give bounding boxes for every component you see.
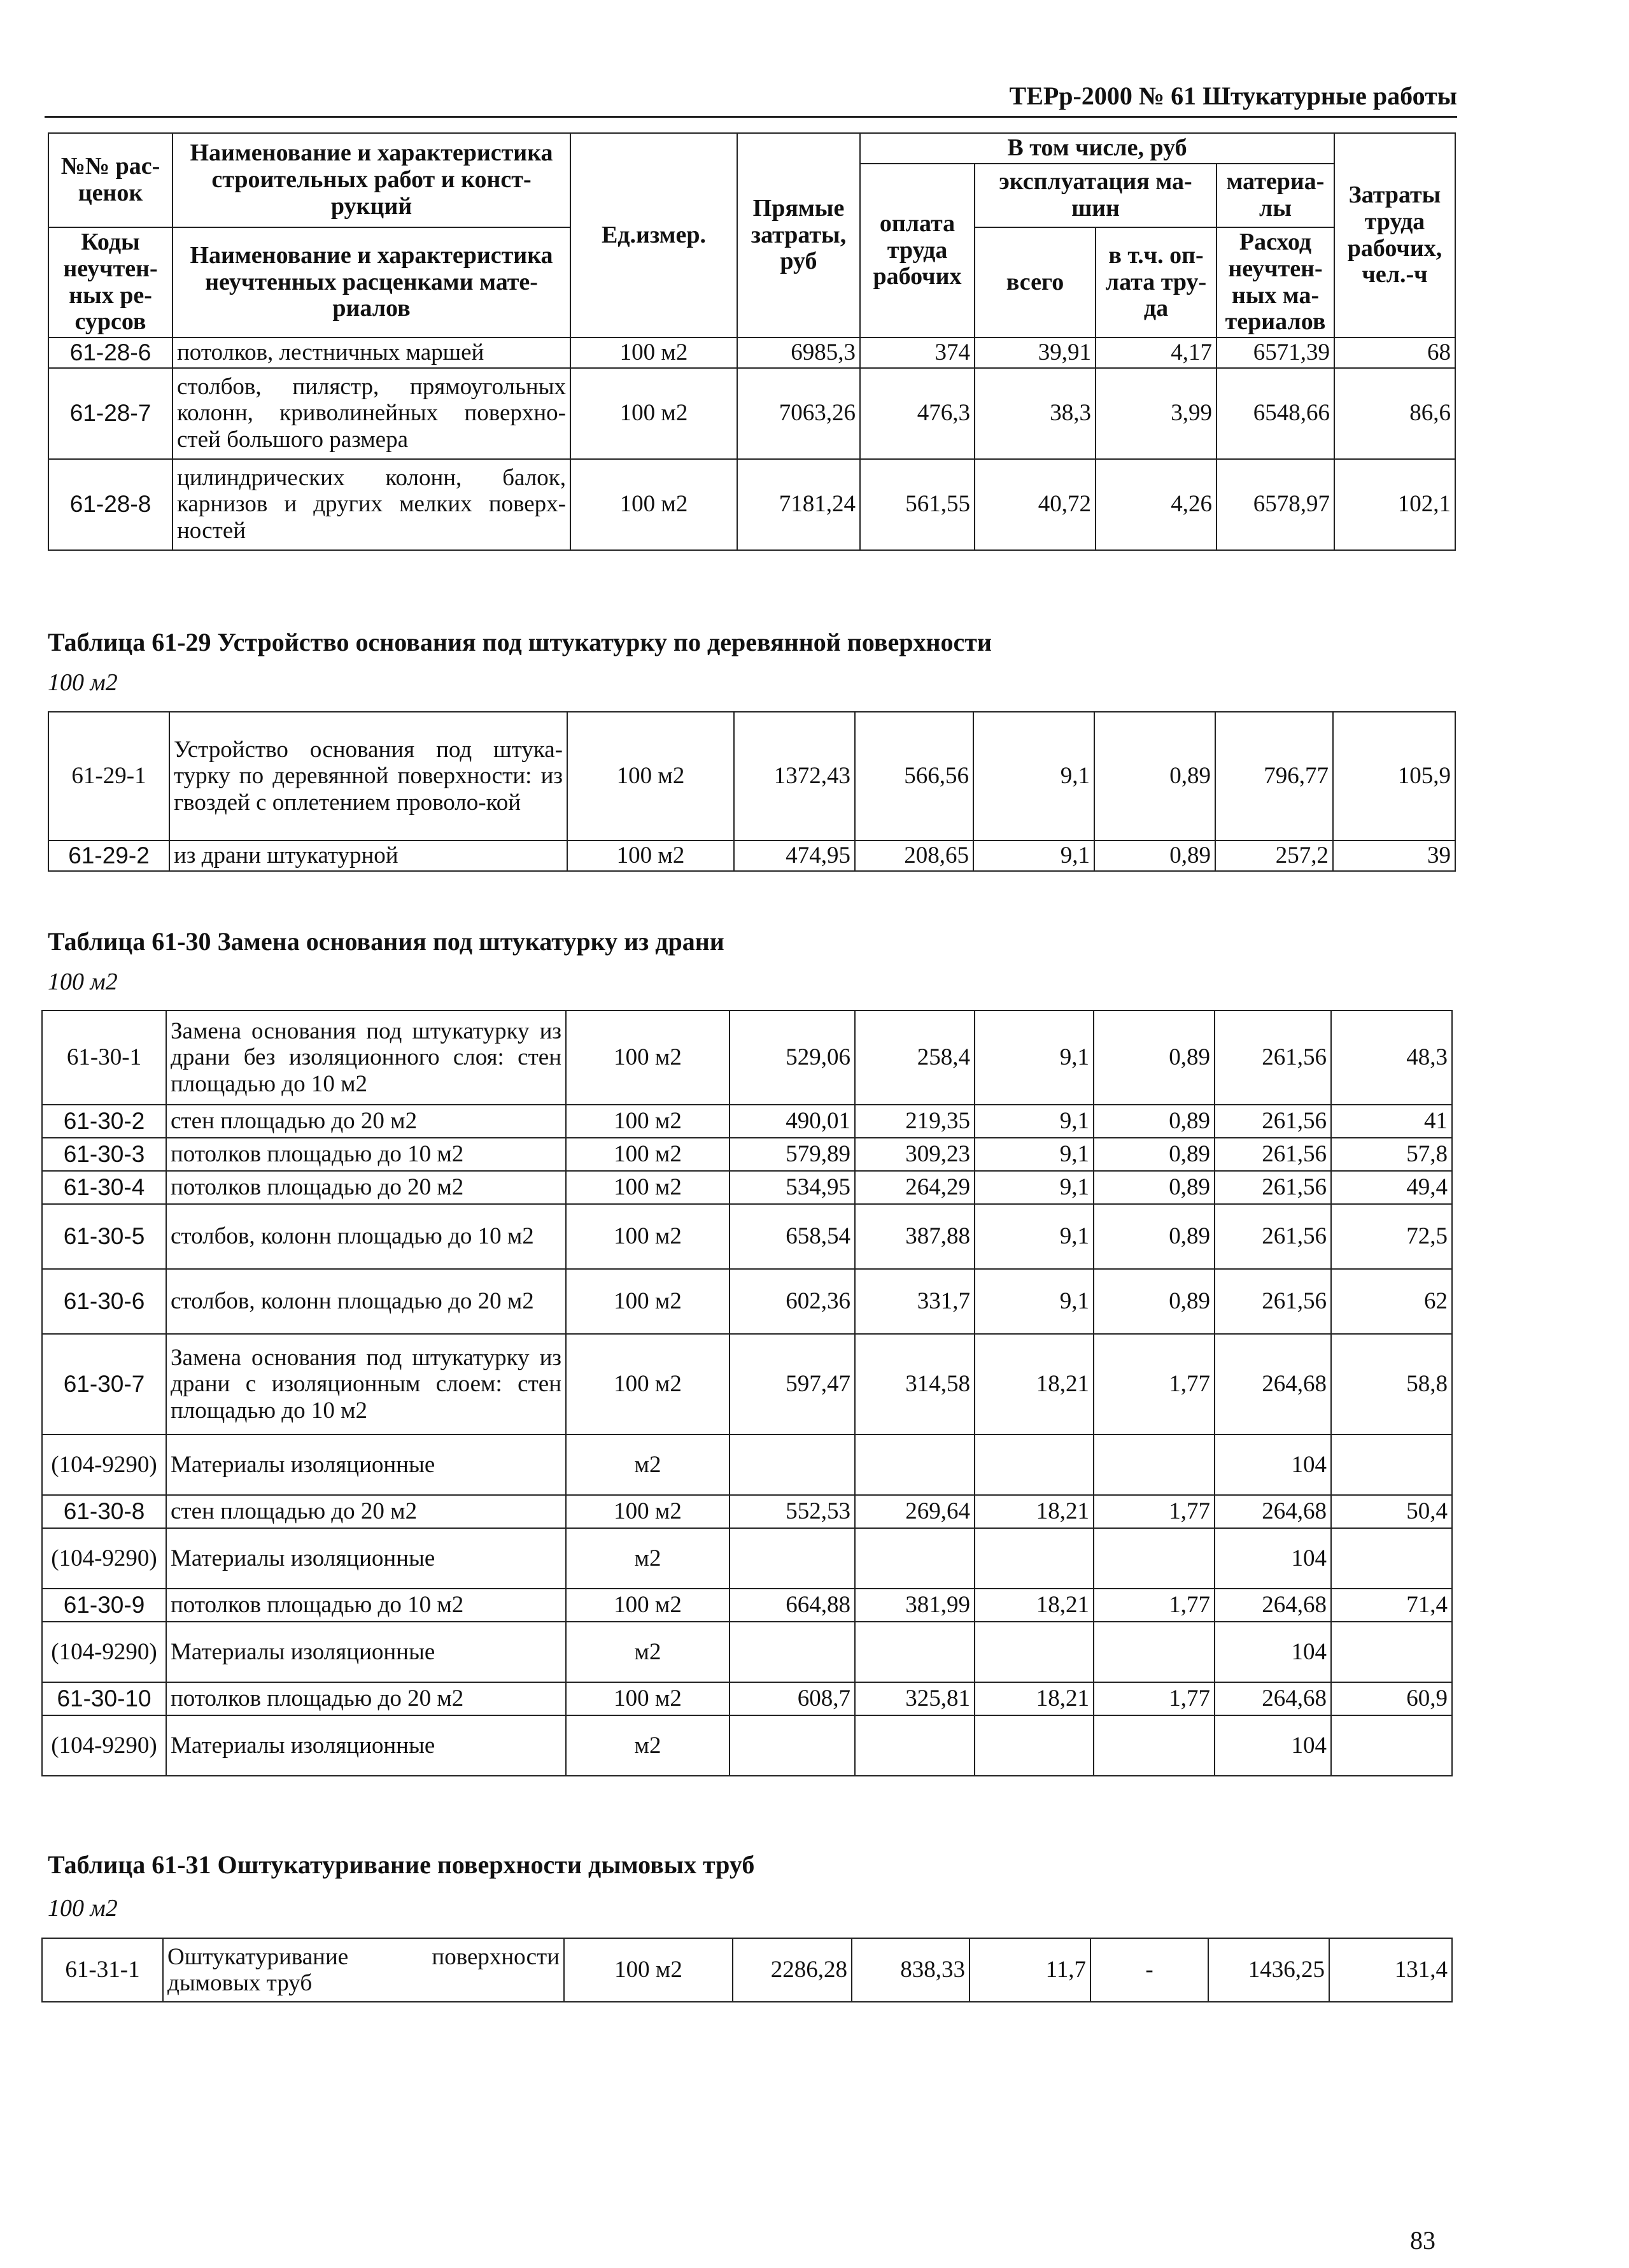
row-direct: 579,89	[730, 1138, 855, 1171]
resource-row	[42, 1622, 1452, 1682]
row-materials: 257,2	[1215, 840, 1333, 871]
resource-row	[42, 1528, 1452, 1589]
row-materials: 261,56	[1215, 1171, 1331, 1204]
row-mach-total: 39,91	[975, 337, 1096, 367]
header-res-name: Наименование и характеристика неучтенных расценками мате-риалов	[173, 227, 570, 337]
row-mach-total: 9,1	[975, 1171, 1094, 1204]
table-61-28	[48, 132, 1456, 551]
header-unit: Ед.измер.	[570, 133, 737, 337]
header-res-codes: Коды неучтен-ных ре-сурсов	[48, 227, 173, 337]
table-row	[48, 459, 1455, 550]
row-mach-labor: 4,17	[1096, 337, 1216, 367]
row-code: 61-28-7	[48, 368, 173, 459]
row-mach-total: 18,21	[975, 1682, 1094, 1715]
table-row	[48, 368, 1455, 459]
row-labor: 41	[1331, 1105, 1452, 1138]
row-labor: 50,4	[1331, 1495, 1452, 1528]
row-unit: м2	[566, 1715, 730, 1776]
row-materials: 6578,97	[1216, 459, 1334, 550]
row-labor-pay: 381,99	[855, 1589, 975, 1622]
table-row	[42, 1171, 1452, 1204]
row-direct: 529,06	[730, 1010, 855, 1105]
row-labor-pay: 566,56	[855, 712, 973, 840]
row-direct: 1372,43	[734, 712, 855, 840]
row-res-code: (104-9290)	[42, 1528, 166, 1589]
table-row	[48, 712, 1455, 840]
row-materials: 104	[1215, 1528, 1331, 1589]
row-unit: 100 м2	[570, 459, 737, 550]
row-materials: 264,68	[1215, 1334, 1331, 1435]
row-direct: 664,88	[730, 1589, 855, 1622]
row-labor-pay: 258,4	[855, 1010, 975, 1105]
row-mach-total: 40,72	[975, 459, 1096, 550]
row-unit: 100 м2	[566, 1334, 730, 1435]
row-mach-total: 18,21	[975, 1334, 1094, 1435]
row-labor: 72,5	[1331, 1204, 1452, 1269]
row-labor-pay: 561,55	[860, 459, 975, 550]
row-name: Замена основания под штукатурку из драни без изоляционного слоя: стен площадью до 10 м2	[166, 1010, 566, 1105]
row-unit: м2	[566, 1528, 730, 1589]
row-materials: 264,68	[1215, 1682, 1331, 1715]
table-61-31-unit-note: 100 м2	[48, 1895, 118, 1922]
header-code: №№ рас-ценок	[48, 133, 173, 227]
row-code: 61-30-5	[42, 1204, 166, 1269]
row-materials: 104	[1215, 1715, 1331, 1776]
row-name: потолков, лестничных маршей	[173, 337, 570, 367]
row-code: 61-30-1	[42, 1010, 166, 1105]
table-row	[48, 337, 1455, 367]
row-unit: 100 м2	[566, 1204, 730, 1269]
row-materials: 104	[1215, 1435, 1331, 1495]
row-labor: 39	[1333, 840, 1455, 871]
table-row	[42, 1495, 1452, 1528]
row-code: 61-30-2	[42, 1105, 166, 1138]
row-name: стен площадью до 20 м2	[166, 1105, 566, 1138]
row-labor: 62	[1331, 1269, 1452, 1334]
row-mach-labor: 0,89	[1094, 1204, 1215, 1269]
header-incl: В том числе, руб	[860, 133, 1334, 164]
row-mach-labor: 0,89	[1094, 712, 1215, 840]
row-unit: 100 м2	[566, 1682, 730, 1715]
row-mach-total: 18,21	[975, 1495, 1094, 1528]
row-mach-labor: -	[1090, 1938, 1208, 2002]
row-mach-total: 9,1	[975, 1010, 1094, 1105]
row-labor: 60,9	[1331, 1682, 1452, 1715]
row-labor: 131,4	[1329, 1938, 1452, 2002]
row-unit: м2	[566, 1622, 730, 1682]
row-code: 61-29-2	[48, 840, 169, 871]
table-61-29-unit-note: 100 м2	[48, 669, 118, 696]
table-row	[42, 1938, 1452, 2002]
row-unit: 100 м2	[566, 1589, 730, 1622]
row-unit: 100 м2	[566, 1171, 730, 1204]
row-unit: 100 м2	[570, 368, 737, 459]
table-61-31	[41, 1938, 1453, 2002]
row-unit: 100 м2	[566, 1105, 730, 1138]
row-materials: 261,56	[1215, 1105, 1331, 1138]
table-61-30-unit-note: 100 м2	[48, 968, 118, 995]
row-labor-pay: 325,81	[855, 1682, 975, 1715]
table-61-31-title: Таблица 61-31 Оштукатуривание поверхности дымовых труб	[48, 1850, 755, 1879]
row-materials: 261,56	[1215, 1204, 1331, 1269]
header-materials-unaccounted: Расход неучтен-ных ма-териалов	[1216, 227, 1334, 337]
row-mach-labor: 1,77	[1094, 1495, 1215, 1528]
row-mach-total: 9,1	[975, 1105, 1094, 1138]
table-61-29	[48, 711, 1456, 872]
row-direct: 2286,28	[733, 1938, 852, 2002]
row-direct: 597,47	[730, 1334, 855, 1435]
row-direct: 608,7	[730, 1682, 855, 1715]
row-unit: 100 м2	[567, 712, 734, 840]
row-unit: 100 м2	[570, 337, 737, 367]
row-name: Оштукатуривание поверхности дымовых труб	[163, 1938, 564, 2002]
row-code: 61-28-6	[48, 337, 173, 367]
row-unit: 100 м2	[564, 1938, 733, 2002]
table-row	[42, 1010, 1452, 1105]
resource-row	[42, 1715, 1452, 1776]
table-row	[42, 1269, 1452, 1334]
row-materials: 104	[1215, 1622, 1331, 1682]
table-row	[42, 1589, 1452, 1622]
row-mach-total: 9,1	[973, 712, 1094, 840]
row-name: Замена основания под штукатурку из драни с изоляционным слоем: стен площадью до 10 м2	[166, 1334, 566, 1435]
header-machines-labor: в т.ч. оп-лата тру-да	[1096, 227, 1216, 337]
row-unit: м2	[566, 1435, 730, 1495]
row-direct: 552,53	[730, 1495, 855, 1528]
row-code: 61-28-8	[48, 459, 173, 550]
row-mach-labor: 3,99	[1096, 368, 1216, 459]
table-row	[48, 840, 1455, 871]
row-mach-labor: 1,77	[1094, 1589, 1215, 1622]
header-name: Наименование и характеристика строительных работ и конст-рукций	[173, 133, 570, 227]
header-machines: эксплуатация ма-шин	[975, 164, 1216, 227]
table-61-29-title: Таблица 61-29 Устройство основания под штукатурку по деревянной поверхности	[48, 628, 992, 656]
row-mach-total: 11,7	[970, 1938, 1090, 2002]
row-labor-pay: 208,65	[855, 840, 973, 871]
row-materials: 261,56	[1215, 1138, 1331, 1171]
row-mach-total: 38,3	[975, 368, 1096, 459]
row-direct: 474,95	[734, 840, 855, 871]
row-direct: 534,95	[730, 1171, 855, 1204]
row-direct: 658,54	[730, 1204, 855, 1269]
row-mach-labor: 0,89	[1094, 1105, 1215, 1138]
table-61-30-title: Таблица 61-30 Замена основания под штукатурку из драни	[48, 927, 724, 956]
row-labor-pay: 476,3	[860, 368, 975, 459]
row-materials: 796,77	[1215, 712, 1333, 840]
page-number: 83	[1410, 2226, 1435, 2255]
row-name: потолков площадью до 10 м2	[166, 1138, 566, 1171]
row-name: Материалы изоляционные	[166, 1528, 566, 1589]
row-unit: 100 м2	[567, 840, 734, 871]
row-res-code: (104-9290)	[42, 1715, 166, 1776]
row-materials: 261,56	[1215, 1269, 1331, 1334]
row-name: потолков площадью до 10 м2	[166, 1589, 566, 1622]
row-code: 61-30-9	[42, 1589, 166, 1622]
row-labor: 102,1	[1334, 459, 1455, 550]
row-mach-total: 9,1	[975, 1204, 1094, 1269]
header-materials: материа-лы	[1216, 164, 1334, 227]
row-mach-labor: 0,89	[1094, 840, 1215, 871]
row-labor-pay: 331,7	[855, 1269, 975, 1334]
table-61-30	[41, 1010, 1453, 1776]
row-direct: 7063,26	[737, 368, 860, 459]
row-unit: 100 м2	[566, 1010, 730, 1105]
row-materials: 6548,66	[1216, 368, 1334, 459]
row-labor: 49,4	[1331, 1171, 1452, 1204]
row-labor-pay: 387,88	[855, 1204, 975, 1269]
row-name: стен площадью до 20 м2	[166, 1495, 566, 1528]
row-res-code: (104-9290)	[42, 1435, 166, 1495]
row-direct: 6985,3	[737, 337, 860, 367]
table-row	[42, 1334, 1452, 1435]
row-mach-labor: 4,26	[1096, 459, 1216, 550]
row-mach-labor: 1,77	[1094, 1334, 1215, 1435]
row-name: цилиндрических колонн, балок, карнизов и других мелких поверх-ностей	[173, 459, 570, 550]
row-labor: 57,8	[1331, 1138, 1452, 1171]
table-row	[42, 1138, 1452, 1171]
row-mach-labor: 0,89	[1094, 1010, 1215, 1105]
row-name: потолков площадью до 20 м2	[166, 1171, 566, 1204]
row-materials: 6571,39	[1216, 337, 1334, 367]
row-labor: 86,6	[1334, 368, 1455, 459]
running-title: ТЕРр-2000 № 61 Штукатурные работы	[1009, 82, 1457, 110]
row-code: 61-30-8	[42, 1495, 166, 1528]
running-header	[45, 76, 1457, 118]
row-code: 61-30-3	[42, 1138, 166, 1171]
row-labor: 105,9	[1333, 712, 1455, 840]
row-materials: 261,56	[1215, 1010, 1331, 1105]
row-materials: 264,68	[1215, 1589, 1331, 1622]
row-name: Материалы изоляционные	[166, 1622, 566, 1682]
row-labor: 68	[1334, 337, 1455, 367]
row-labor-pay: 264,29	[855, 1171, 975, 1204]
header-labor-pay: оплата труда рабочих	[860, 164, 975, 337]
row-labor: 71,4	[1331, 1589, 1452, 1622]
row-mach-total: 9,1	[975, 1138, 1094, 1171]
row-labor: 58,8	[1331, 1334, 1452, 1435]
row-code: 61-29-1	[48, 712, 169, 840]
row-direct: 7181,24	[737, 459, 860, 550]
row-mach-labor: 0,89	[1094, 1269, 1215, 1334]
row-unit: 100 м2	[566, 1495, 730, 1528]
row-mach-labor: 1,77	[1094, 1682, 1215, 1715]
row-name: Устройство основания под штука-турку по деревянной поверхности: из гвоздей с оплетением проволо-кой	[169, 712, 567, 840]
row-mach-total: 9,1	[973, 840, 1094, 871]
row-labor: 48,3	[1331, 1010, 1452, 1105]
row-res-code: (104-9290)	[42, 1622, 166, 1682]
row-materials: 264,68	[1215, 1495, 1331, 1528]
row-direct: 490,01	[730, 1105, 855, 1138]
row-labor-pay: 269,64	[855, 1495, 975, 1528]
table-row	[42, 1204, 1452, 1269]
row-code: 61-31-1	[42, 1938, 163, 2002]
row-mach-total: 9,1	[975, 1269, 1094, 1334]
row-labor-pay: 314,58	[855, 1334, 975, 1435]
row-mach-labor: 0,89	[1094, 1171, 1215, 1204]
row-name: из драни штукатурной	[169, 840, 567, 871]
row-code: 61-30-10	[42, 1682, 166, 1715]
row-name: столбов, пилястр, прямоугольных колонн, криволинейных поверхно-стей большого размера	[173, 368, 570, 459]
row-name: Материалы изоляционные	[166, 1715, 566, 1776]
row-labor-pay: 838,33	[852, 1938, 970, 2002]
table-row	[42, 1682, 1452, 1715]
row-labor-pay: 309,23	[855, 1138, 975, 1171]
row-mach-total: 18,21	[975, 1589, 1094, 1622]
row-labor-pay: 374	[860, 337, 975, 367]
row-unit: 100 м2	[566, 1138, 730, 1171]
row-name: потолков площадью до 20 м2	[166, 1682, 566, 1715]
row-labor-pay: 219,35	[855, 1105, 975, 1138]
row-code: 61-30-4	[42, 1171, 166, 1204]
row-code: 61-30-6	[42, 1269, 166, 1334]
row-code: 61-30-7	[42, 1334, 166, 1435]
header-machines-total: всего	[975, 227, 1096, 337]
row-unit: 100 м2	[566, 1269, 730, 1334]
header-labor: Затраты труда рабочих, чел.-ч	[1334, 133, 1455, 337]
header-direct: Прямые затраты, руб	[737, 133, 860, 337]
table-row	[42, 1105, 1452, 1138]
row-mach-labor: 0,89	[1094, 1138, 1215, 1171]
resource-row	[42, 1435, 1452, 1495]
row-name: столбов, колонн площадью до 10 м2	[166, 1204, 566, 1269]
row-materials: 1436,25	[1208, 1938, 1329, 2002]
row-name: Материалы изоляционные	[166, 1435, 566, 1495]
row-direct: 602,36	[730, 1269, 855, 1334]
row-name: столбов, колонн площадью до 20 м2	[166, 1269, 566, 1334]
